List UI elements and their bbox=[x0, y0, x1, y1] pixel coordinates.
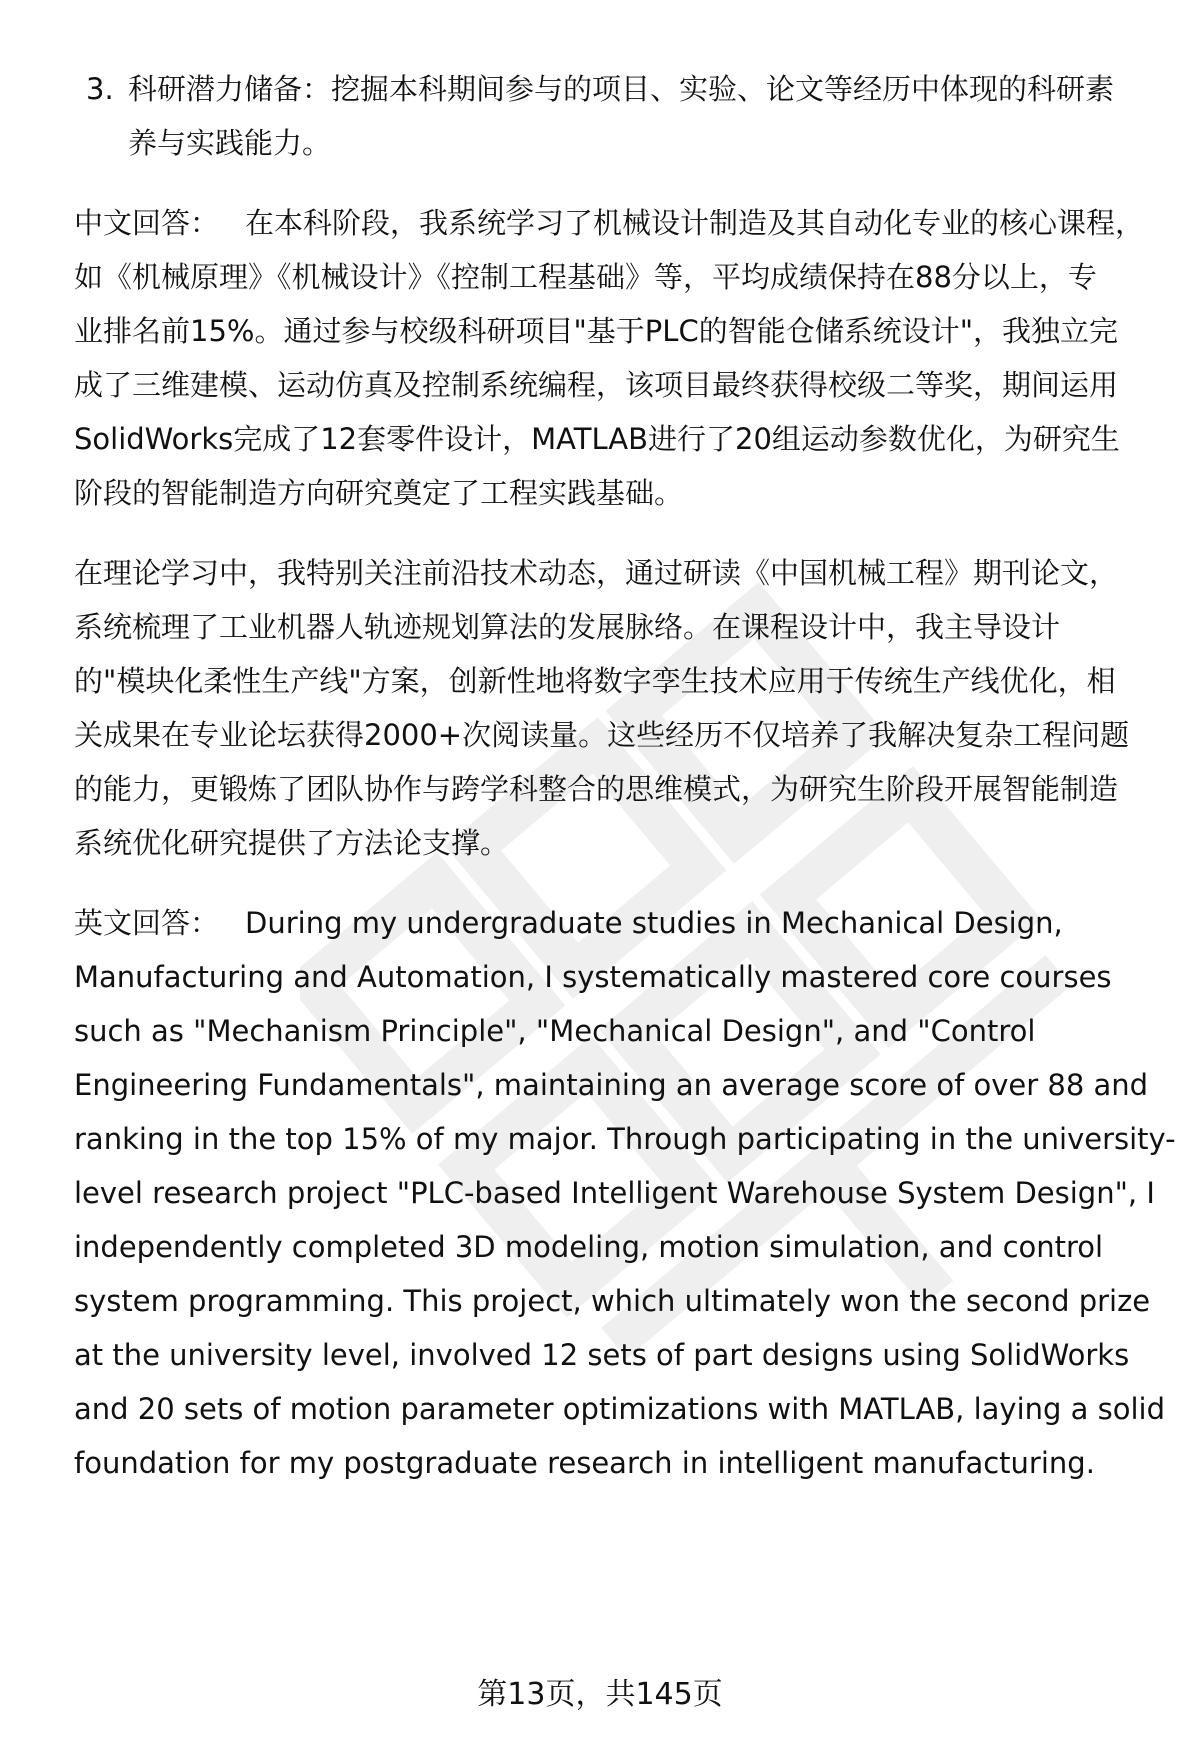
chinese-answer-line bbox=[74, 203, 1145, 243]
chinese-answer-line: 成了三维建模、运动仿真及控制系统编程，该项目最终获得校级二等奖，期间运用 bbox=[74, 368, 1119, 402]
list-item-text-line: 养与实践能力。 bbox=[128, 126, 332, 160]
english-answer-line: such as "Mechanism Principle", "Mechanical Design", and "Control bbox=[74, 1014, 1036, 1048]
english-answer-line: Manufacturing and Automation, I systematically mastered core courses bbox=[74, 960, 1112, 994]
english-answer-label: 英文回答： bbox=[74, 906, 220, 940]
chinese-paragraph-line: 的"模块化柔性生产线"方案，创新性地将数字孪生技术应用于传统生产线优化，相 bbox=[74, 664, 1116, 698]
chinese-paragraph-line: 系统梳理了工业机器人轨迹规划算法的发展脉络。在课程设计中，我主导设计 bbox=[74, 610, 1061, 644]
english-answer-text: During my undergraduate studies in Mechanical Design, bbox=[245, 906, 1063, 940]
english-answer-line: system programming. This project, which ultimately won the second prize bbox=[74, 1284, 1151, 1318]
chinese-paragraph-line: 关成果在专业论坛获得2000+次阅读量。这些经历不仅培养了我解决复杂工程问题 bbox=[74, 718, 1130, 752]
list-item-number: 3. bbox=[86, 72, 114, 106]
english-answer-line: Engineering Fundamentals", maintaining an average score of over 88 and bbox=[74, 1068, 1149, 1102]
english-answer-line: and 20 sets of motion parameter optimizations with MATLAB, laying a solid bbox=[74, 1392, 1166, 1426]
chinese-paragraph-line: 的能力，更锻炼了团队协作与跨学科整合的思维模式，为研究生阶段开展智能制造 bbox=[74, 772, 1119, 806]
chinese-paragraph-line: 系统优化研究提供了方法论支撑。 bbox=[74, 826, 510, 860]
english-answer-line bbox=[74, 903, 1134, 943]
english-answer-line: level research project "PLC-based Intelligent Warehouse System Design", I bbox=[74, 1176, 1155, 1210]
chinese-answer-label: 中文回答： bbox=[74, 206, 220, 240]
chinese-answer-text: 在本科阶段，我系统学习了机械设计制造及其自动化专业的核心课程， bbox=[245, 206, 1145, 240]
list-item-text-line: 科研潜力储备：挖掘本科期间参与的项目、实验、论文等经历中体现的科研素 bbox=[128, 72, 1115, 106]
english-answer-line: at the university level, involved 12 sets of part designs using SolidWorks bbox=[74, 1338, 1130, 1372]
chinese-answer-line: 阶段的智能制造方向研究奠定了工程实践基础。 bbox=[74, 476, 684, 510]
english-answer-line: foundation for my postgraduate research in intelligent manufacturing. bbox=[74, 1446, 1095, 1480]
page-number: 第13页，共145页 bbox=[477, 1677, 723, 1712]
chinese-paragraph-line: 在理论学习中，我特别关注前沿技术动态，通过研读《中国机械工程》期刊论文， bbox=[74, 556, 1119, 590]
chinese-answer-line: SolidWorks完成了12套零件设计，MATLAB进行了20组运动参数优化，为研究生 bbox=[74, 422, 1120, 456]
chinese-answer-line: 业排名前15%。通过参与校级科研项目"基于PLC的智能仓储系统设计"，我独立完 bbox=[74, 314, 1119, 348]
english-answer-line: ranking in the top 15% of my major. Through participating in the university- bbox=[74, 1122, 1176, 1156]
english-answer-line: independently completed 3D modeling, motion simulation, and control bbox=[74, 1230, 1104, 1264]
chinese-answer-line: 如《机械原理》《机械设计》《控制工程基础》等，平均成绩保持在88分以上，专 bbox=[74, 260, 1097, 294]
